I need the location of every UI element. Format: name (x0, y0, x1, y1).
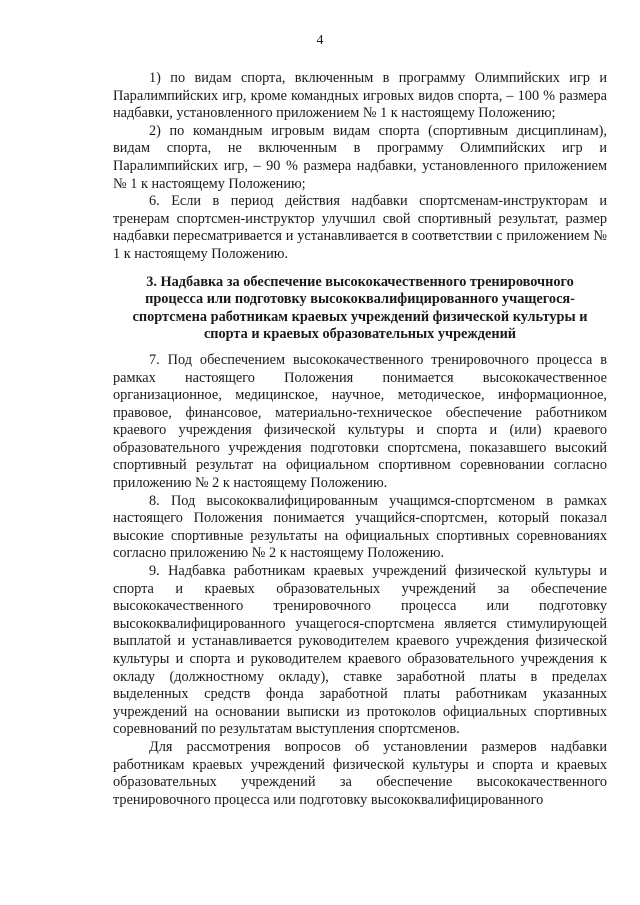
paragraph-clause-6: 6. Если в период действия надбавки спортсменам-инструкторам и тренерам спортсмен-инструктор улучшил свой спортивный результат, размер надбавки пересматривается и устанавливается в соответствии с приложением № 1 к настоящему Положению. (113, 193, 607, 262)
section-heading-line: спортсмена работникам краевых учреждений физической культуры и (132, 308, 588, 325)
paragraph-clause-8: 8. Под высококвалифицированным учащимся-спортсменом в рамках настоящего Положения понимается учащийся-спортсмен, который показал высокие спортивные результаты на официальных спортивных соревнованиях согласно приложению № 2 к настоящему Положению. (113, 492, 607, 562)
paragraph-item-2: 2) по командным игровым видам спорта (спортивным дисциплинам), видам спорта, не включенным в программу Олимпийских игр и Паралимпийских игр, – 90 % размера надбавки, установленного приложением № 1 к настоящему Положению; (113, 122, 607, 192)
document-body (113, 70, 607, 809)
paragraph-continuation: Для рассмотрения вопросов об установлении размеров надбавки работникам краевых учреждений физической культуры и спорта и краевых образовательных учреждений за обеспечение высококачественного тренировочного процесса или подготовку высококвалифицированного (113, 738, 607, 808)
section-heading-line: процесса или подготовку высококвалифицированного учащегося- (145, 291, 575, 308)
section-heading-line: 3. Надбавка за обеспечение высококачественного тренировочного (146, 273, 574, 290)
page-number: 4 (316, 33, 324, 48)
paragraph-clause-9: 9. Надбавка работникам краевых учреждений физической культуры и спорта и краевых образовательных учреждений за обеспечение высококачественного тренировочного процесса или подготовку высококвалифицированного учащегося-спортсмена является стимулирующей выплатой и устанавливается руководителем краевого учреждения физической культуры и спорта и руководителем краевого образовательного учреждения к окладу (должностному окладу), ставке заработной платы в пределах выделенных средств фонда заработной платы работникам указанных учреждений на основании выписки из протоколов официальных спортивных соревнований по результатам выступления спортсменов. (113, 563, 607, 738)
section-heading (113, 274, 607, 344)
paragraph-clause-7: 7. Под обеспечением высококачественного тренировочного процесса в рамках настоящего Положения понимается высококачественное организационное, медицинское, научное, методическое, информационное, правовое, финансовое, материально-техническое обеспечение работником краевого учреждения физической культуры и спорта и (или) краевого образовательного учреждения подготовки спортсмена, показавшего высокий спортивный результат на официальном спортивном соревновании согласно приложению № 2 к настоящему Положению. (113, 351, 607, 492)
section-heading-line: спорта и краевых образовательных учреждений (203, 326, 517, 343)
paragraph-item-1: 1) по видам спорта, включенным в программу Олимпийских игр и Паралимпийских игр, кроме командных игровых видов спорта, – 100 % размера надбавки, установленного приложением № 1 к настоящему Положению; (113, 70, 607, 122)
